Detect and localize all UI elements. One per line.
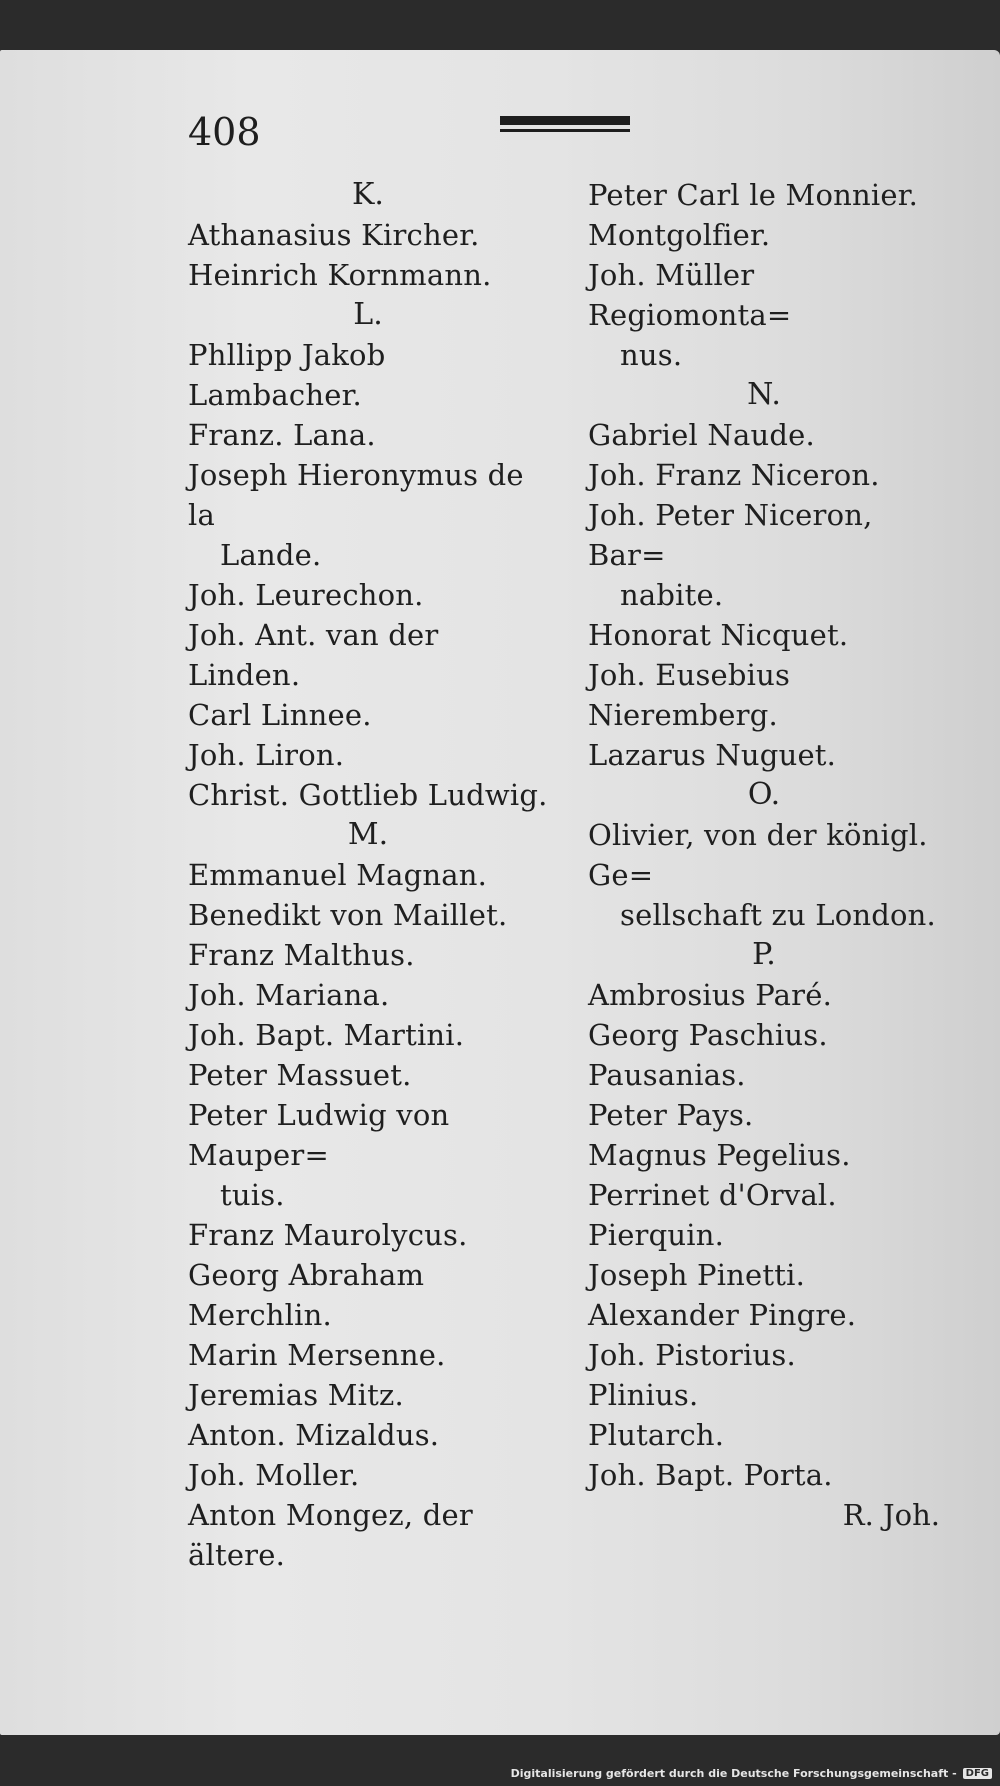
footer-credit (511, 1767, 992, 1780)
entry-text: Plutarch. (588, 1418, 725, 1452)
index-entry (188, 215, 548, 255)
index-entry (188, 855, 548, 895)
entry-text: Anton. Mizaldus. (188, 1418, 440, 1452)
index-entry (588, 1095, 940, 1135)
index-entry (188, 775, 548, 815)
entry-text: Peter Carl le Monnier. (588, 178, 918, 212)
entry-text: Gabriel Naude. (588, 418, 815, 452)
entry-text: Joh. Leurechon. (188, 578, 424, 612)
dfg-logo: DFG (963, 1768, 992, 1779)
entry-continuation: tuis. (220, 1178, 285, 1212)
entry-text: Peter Pays. (588, 1098, 754, 1132)
entry-text: Joh. Eusebius Nieremberg. (588, 658, 791, 732)
index-entry (588, 1135, 940, 1175)
entry-text: Perrinet d'Orval. (588, 1178, 837, 1212)
index-entry (188, 415, 548, 455)
entry-text: Benedikt von Maillet. (188, 898, 508, 932)
entry-text: Franz Malthus. (188, 938, 415, 972)
index-entry (188, 1415, 548, 1455)
page-header (0, 50, 1000, 160)
entry-text: Pausanias. (588, 1058, 746, 1092)
entry-text: Joh. Mariana. (188, 978, 390, 1012)
index-entry (588, 415, 940, 455)
index-entry (588, 455, 940, 495)
index-entry (588, 215, 940, 255)
entry-text: Lazarus Nuguet. (588, 738, 837, 772)
index-entry (188, 735, 548, 775)
index-entry (588, 1295, 940, 1335)
section-letter: K. (352, 177, 384, 212)
entry-text: Phllipp Jakob Lambacher. (188, 338, 386, 412)
entry-text: Honorat Nicquet. (588, 618, 849, 652)
entry-text: Marin Mersenne. (188, 1338, 446, 1372)
index-entry (188, 1495, 548, 1575)
index-entry (588, 815, 940, 935)
index-entry (588, 1015, 940, 1055)
index-entry (188, 1215, 548, 1255)
entry-text: Georg Paschius. (588, 1018, 828, 1052)
entry-text: Joh. Pistorius. (588, 1338, 796, 1372)
index-entry (588, 615, 940, 655)
entry-continuation: sellschaft zu London. (620, 898, 936, 932)
index-entry (588, 975, 940, 1015)
header-rule (500, 116, 630, 138)
catchword: R. Joh. (842, 1498, 940, 1532)
entry-text: Joh. Bapt. Martini. (188, 1018, 465, 1052)
index-entry (188, 255, 548, 295)
book-page (0, 50, 1000, 1735)
entry-text: Carl Linnee. (188, 698, 372, 732)
index-entry (188, 695, 548, 735)
footer-text: Digitalisierung gefördert durch die Deutsche Forschungsgemeinschaft - (510, 1767, 957, 1780)
left-column (188, 175, 548, 1575)
index-entry (188, 975, 548, 1015)
entry-text: Ambrosius Paré. (588, 978, 833, 1012)
entry-text: Peter Ludwig von Mauper= (188, 1098, 450, 1172)
right-column (588, 175, 940, 1535)
index-entry (588, 495, 940, 615)
entry-text: Joseph Pinetti. (588, 1258, 806, 1292)
entry-text: Franz. Lana. (188, 418, 376, 452)
page-number: 408 (188, 110, 261, 154)
index-entry (188, 1335, 548, 1375)
entry-text: Christ. Gottlieb Ludwig. (188, 778, 548, 812)
index-entry (188, 1015, 548, 1055)
entry-text: Plinius. (588, 1378, 699, 1412)
index-entry (588, 735, 940, 775)
entry-text: Pierquin. (588, 1218, 725, 1252)
entry-text: Joh. Ant. van der Linden. (188, 618, 439, 692)
entry-text: Athanasius Kircher. (188, 218, 480, 252)
index-entry (588, 255, 940, 375)
entry-text: Joseph Hieronymus de la (188, 458, 524, 532)
entry-text: Peter Massuet. (188, 1058, 412, 1092)
index-entry (188, 1455, 548, 1495)
index-entry (588, 1255, 940, 1295)
index-entry (188, 1055, 548, 1095)
index-entry (588, 655, 940, 735)
section-letter: P. (752, 937, 776, 972)
entry-text: Jeremias Mitz. (188, 1378, 404, 1412)
index-entry (588, 175, 940, 215)
index-entry (588, 1455, 940, 1495)
index-entry (188, 935, 548, 975)
index-entry (588, 1055, 940, 1095)
index-entry (188, 895, 548, 935)
entry-text: Alexander Pingre. (588, 1298, 857, 1332)
entry-continuation: nus. (620, 338, 683, 372)
index-entry (188, 1095, 548, 1215)
index-entry (188, 1255, 548, 1335)
entry-text: Joh. Müller Regiomonta= (588, 258, 792, 332)
index-entry (588, 1375, 940, 1415)
entry-text: Heinrich Kornmann. (188, 258, 492, 292)
entry-text: Joh. Franz Niceron. (588, 458, 880, 492)
section-letter: M. (347, 817, 389, 852)
section-letter: O. (747, 777, 781, 812)
entry-text: Montgolfier. (588, 218, 771, 252)
section-letter: N. (747, 377, 781, 412)
index-entry (188, 455, 548, 575)
index-entry (188, 335, 548, 415)
entry-text: Franz Maurolycus. (188, 1218, 468, 1252)
entry-text: Anton Mongez, der ältere. (188, 1498, 473, 1572)
index-entry (588, 1415, 940, 1455)
entry-text: Joh. Liron. (188, 738, 345, 772)
entry-text: Georg Abraham Merchlin. (188, 1258, 425, 1332)
entry-continuation: Lande. (220, 538, 322, 572)
entry-text: Joh. Bapt. Porta. (588, 1458, 833, 1492)
index-entry (188, 575, 548, 615)
entry-text: Olivier, von der königl. Ge= (588, 818, 928, 892)
entry-continuation: nabite. (620, 578, 724, 612)
section-letter: L. (353, 297, 383, 332)
index-entry (588, 1175, 940, 1215)
entry-text: Joh. Peter Niceron, Bar= (588, 498, 873, 572)
index-entry (588, 1335, 940, 1375)
entry-text: Emmanuel Magnan. (188, 858, 488, 892)
entry-text: Magnus Pegelius. (588, 1138, 851, 1172)
index-entry (588, 1215, 940, 1255)
entry-text: Joh. Moller. (188, 1458, 360, 1492)
index-entry (188, 615, 548, 695)
index-entry (188, 1375, 548, 1415)
